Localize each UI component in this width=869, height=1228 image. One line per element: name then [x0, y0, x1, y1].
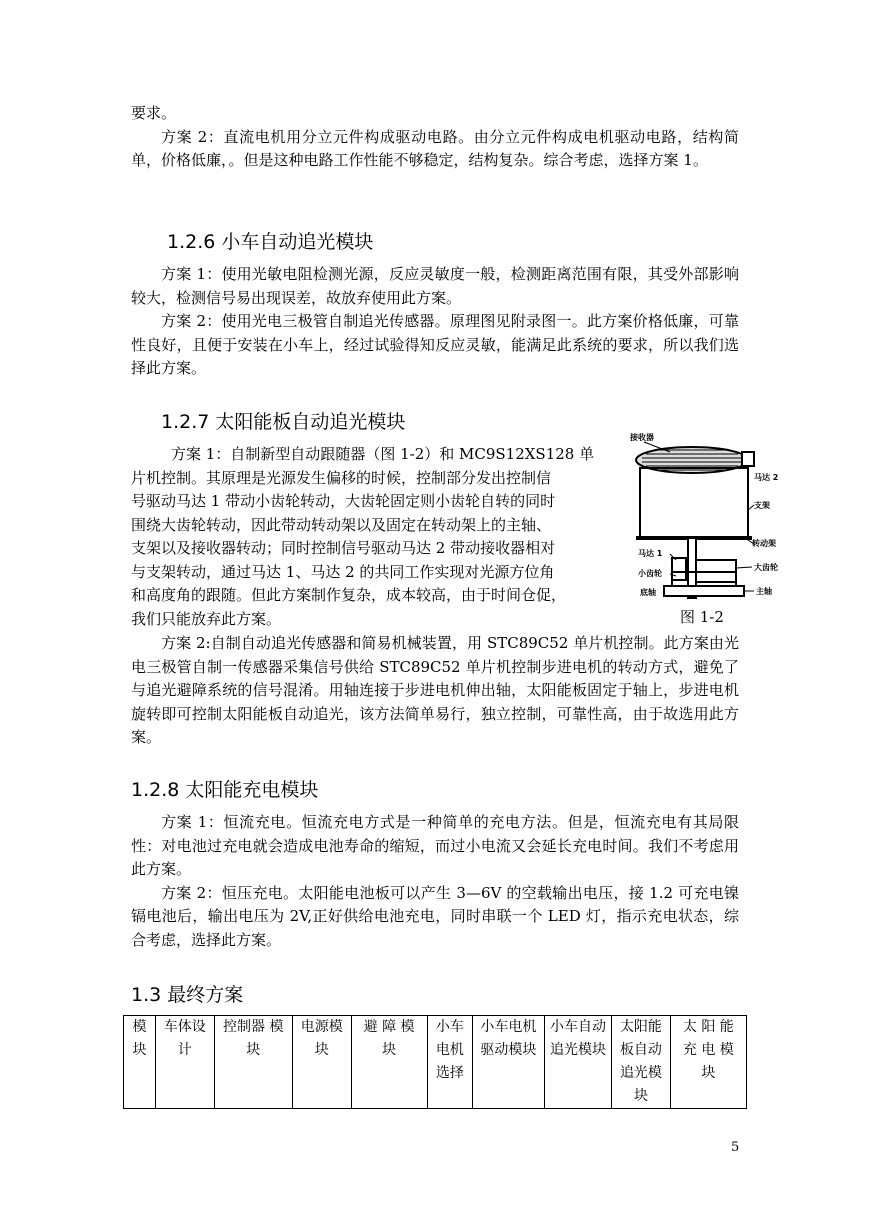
paragraph: 方案 1：使用光敏电阻检测光源，反应灵敏度一般，检测距离范围有限，其受外部影响较大，检测信号易出现误差，故放弃使用此方案。 [131, 265, 739, 307]
label-mainshaft: 主轴 [756, 587, 772, 596]
table-row [124, 1016, 747, 1109]
table-cell: 小车电机驱动模块 [473, 1016, 545, 1109]
paragraph: 方案 1：恒流充电。恒流充电方式是一种简单的充电方法。但是，恒流充电有其局限性：对电池过充电就会造成电池寿命的缩短，而过小电流又会延长充电时间。我们不考虑用此方案。 [131, 813, 739, 878]
text-line: 和高度角的跟随。但此方案制作复杂，成本较高，由于时间仓促， [131, 586, 567, 604]
section-1-2-8 [131, 777, 739, 952]
final-scheme-table [123, 1015, 747, 1109]
section-heading: 1.3 最终方案 [131, 984, 244, 1006]
text-line: 片机控制。其原理是光源发生偏移的时候，控制部分发出控制信 [131, 468, 552, 487]
paragraph: 方案 2:自制自动追光传感器和简易机械装置，用 STC89C52 单片机控制。此方案由光电三极管自制一传感器采集信号供给 STC89C52 单片机控制步进电机的转动方式，避免了与追光避障系统的信号混淆。用轴连接于步进电机伸出轴，太阳能板固定于轴上，步进电机旋转即可控制太阳能板自动追光，该方法简单易行，独立控制，可靠性高，由于故选用此方案。 [131, 634, 739, 746]
table-cell: 控制器 模 块 [214, 1016, 292, 1109]
page-number: 5 [731, 1140, 740, 1155]
text-line: 围绕大齿轮转动，因此带动转动架以及固定在转动架上的主轴、 [131, 515, 552, 534]
text-line: 与支架转动，通过马达 1、马达 2 的共同工作实现对光源方位角 [131, 562, 555, 581]
text-line: 方案 1：自制新型自动跟随器（图 1-2）和 MC9S12XS128 单 [171, 445, 595, 463]
section-1-2-6 [131, 229, 739, 381]
table-cell: 避 障 模 块 [351, 1016, 427, 1109]
scheme1-text [131, 443, 619, 631]
label-receiver: 接收器 [630, 433, 654, 442]
text-line: 我们只能放弃此方案。 [131, 609, 282, 628]
table-cell: 太 阳 能 充 电 模 块 [670, 1016, 746, 1109]
table-cell: 太阳能板自动追光模块 [612, 1016, 671, 1109]
label-rotframe: 转动架 [752, 539, 776, 548]
text-line: 号驱动马达 1 带动小齿轮转动，大齿轮固定则小齿轮自转的同时 [131, 492, 556, 510]
section-heading: 1.2.8 太阳能充电模块 [131, 779, 319, 801]
table-cell: 小车电机选择 [427, 1016, 472, 1109]
figure-caption: 图 1-2 [680, 608, 724, 626]
paragraph: 方案 2：恒压充电。太阳能电池板可以产生 3—6V 的空载输出电压，接 1.2 可充电镍镉电池后，输出电压为 2V,正好供给电池充电，同时串联一个 LED 灯，指示充电状态，综合考虑，选择此方案。 [131, 883, 739, 949]
label-smallgear: 小齿轮 [638, 569, 662, 578]
table-cell: 模块 [124, 1016, 156, 1109]
tracker-diagram [630, 430, 778, 630]
section-1-3 [131, 982, 739, 1008]
tracker-figure [630, 430, 778, 630]
label-motor2: 马达 2 [754, 473, 778, 482]
intro-block [131, 102, 739, 173]
base-plate [664, 586, 744, 596]
section-heading: 1.2.6 小车自动追光模块 [167, 231, 374, 253]
text-line: 支架以及接收器转动；同时控制信号驱动马达 2 带动接收器相对 [131, 539, 556, 557]
table-cell: 车体设计 [156, 1016, 215, 1109]
paragraph: 方案 2：直流电机用分立元件构成驱动电路。由分立元件构成电机驱动电路，结构简单，价格低廉，。但是这种电路工作性能不够稳定，结构复杂。综合考虑，选择方案 1。 [131, 127, 739, 169]
receiver-dish [636, 447, 748, 473]
paragraph: 要求。 [131, 104, 177, 122]
label-base: 底轴 [640, 588, 656, 597]
label-bracket: 支架 [754, 501, 770, 510]
section-heading: 1.2.7 太阳能板自动追光模块 [161, 411, 406, 433]
paragraph: 方案 2：使用光电三极管自制追光传感器。原理图见附录图一。此方案价格低廉，可靠性良好，且便于安装在小车上，经过试验得知反应灵敏，能满足此系统的要求，所以我们选择此方案。 [131, 312, 739, 377]
table-cell: 电源模块 [292, 1016, 351, 1109]
bracket-frame [640, 468, 748, 538]
motor2-box [742, 452, 754, 466]
motor1-box [672, 558, 686, 580]
label-biggear: 大齿轮 [754, 563, 778, 572]
label-motor1: 马达 1 [638, 549, 663, 558]
table-cell: 小车自动追光模块 [544, 1016, 611, 1109]
